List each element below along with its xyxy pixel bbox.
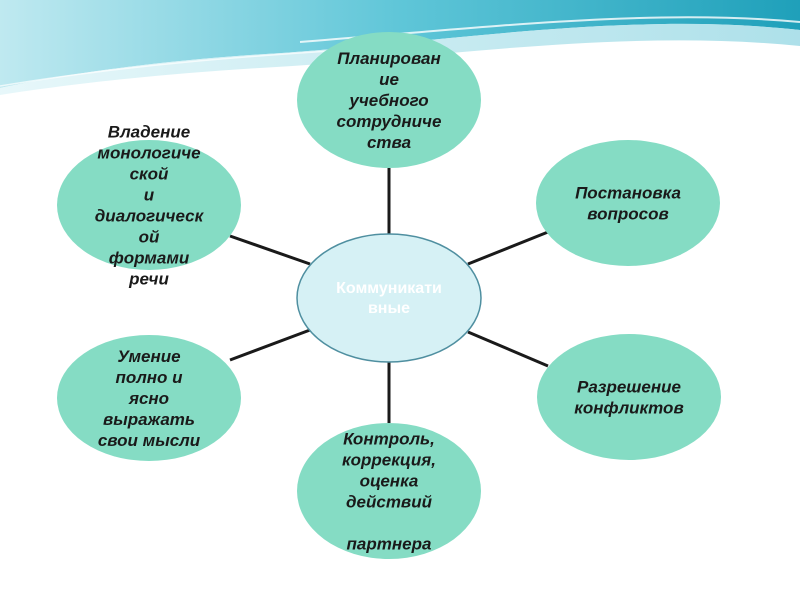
node-upper-left-label-line: диалогическ <box>94 206 204 226</box>
node-lower-left-label-line: Умение <box>117 347 181 366</box>
connector-lower-right <box>468 332 548 366</box>
node-upper-right-ellipse <box>536 140 720 266</box>
connector-lower-left <box>230 330 310 360</box>
node-lower-right <box>537 334 721 460</box>
node-top-label-line: ие <box>379 70 399 89</box>
node-top-label-line: Планирован <box>337 49 441 68</box>
node-upper-left-label-line: ой <box>138 227 160 247</box>
node-lower-left <box>57 335 241 461</box>
node-upper-left-label-line: и <box>143 185 155 205</box>
node-bottom <box>297 423 481 559</box>
node-lower-left-label-line: свои мысли <box>97 431 201 450</box>
node-bottom-label-line: партнера <box>346 534 432 554</box>
node-top-label-line: сотрудниче <box>336 112 442 131</box>
center-node-ellipse <box>297 234 481 362</box>
node-upper-left <box>57 123 241 289</box>
node-bottom-label-line: коррекция, <box>342 450 436 470</box>
node-upper-left-label-line: Владение <box>107 122 191 142</box>
node-upper-right-label-line: Постановка <box>575 183 681 203</box>
node-lower-right-label-line: Разрешение <box>577 377 681 397</box>
connector-upper-left <box>230 236 310 264</box>
center-node <box>297 234 481 362</box>
node-lower-right-ellipse <box>537 334 721 460</box>
node-top-label-line: учебного <box>349 91 429 110</box>
node-upper-left-label-line: монологиче <box>97 143 201 163</box>
node-top-label-line: ства <box>366 133 412 152</box>
node-upper-left-label-line: ской <box>129 164 169 184</box>
connector-upper-right <box>468 232 548 264</box>
node-upper-right <box>536 140 720 266</box>
center-node-label-line: Коммуникати <box>336 280 442 297</box>
node-upper-left-label-line: формами <box>108 248 190 268</box>
node-bottom-label-line: действий <box>346 492 432 512</box>
node-bottom-label-line: Контроль, <box>343 429 435 449</box>
center-node-label-line: вные <box>367 300 411 317</box>
node-top <box>297 32 481 168</box>
node-upper-right-label-line: вопросов <box>587 204 669 224</box>
node-bottom-label-line: оценка <box>359 471 419 491</box>
node-lower-right-label-line: конфликтов <box>574 398 684 418</box>
node-lower-left-label-line: ясно <box>128 389 170 408</box>
node-lower-left-label-line: выражать <box>102 410 196 429</box>
node-lower-left-label-line: полно и <box>115 368 183 387</box>
node-upper-left-label-line: речи <box>129 269 169 289</box>
